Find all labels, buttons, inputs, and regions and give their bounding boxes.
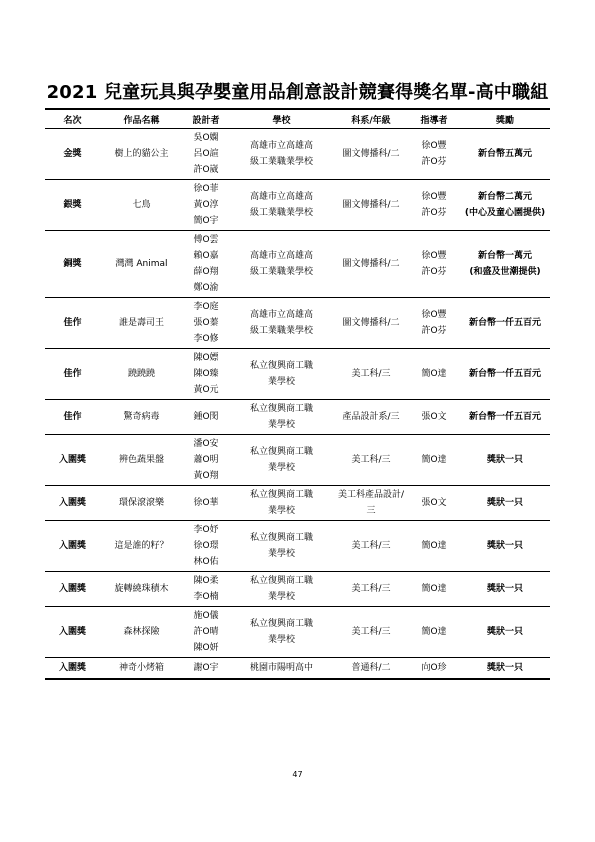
cell-designers bbox=[183, 521, 229, 572]
cell-prize-line: 獎狀一只 bbox=[486, 541, 523, 551]
cell-department bbox=[334, 349, 408, 400]
cell-advisors-line: 徐O豐 bbox=[421, 310, 447, 320]
cell-advisors-line: 許O芬 bbox=[421, 157, 447, 167]
cell-award: 佳作 bbox=[45, 298, 100, 349]
cell-advisors bbox=[408, 572, 460, 607]
cell-designers-line: 呂O諠 bbox=[193, 149, 219, 159]
cell-school-line: 私立復興商工職 bbox=[249, 447, 313, 457]
cell-award: 佳作 bbox=[45, 349, 100, 400]
cell-school-line: 級工業職業學校 bbox=[249, 326, 313, 336]
cell-work-title: 環保滾滾樂 bbox=[100, 486, 183, 521]
cell-prize bbox=[460, 298, 550, 349]
cell-school-line: 高雄市立高雄高 bbox=[249, 310, 313, 320]
table-row bbox=[45, 349, 550, 400]
cell-prize bbox=[460, 486, 550, 521]
cell-department bbox=[334, 572, 408, 607]
cell-advisors-line: 張O文 bbox=[421, 498, 447, 508]
cell-school-line: 業學校 bbox=[267, 635, 295, 645]
cell-advisors-line: 向O珍 bbox=[421, 663, 447, 673]
cell-designers-line: 徐O華 bbox=[193, 498, 219, 508]
cell-designers-line: 徐O璟 bbox=[193, 541, 219, 551]
cell-designers-line: 鄭O渝 bbox=[193, 283, 219, 293]
cell-advisors-line: 徐O豐 bbox=[421, 251, 447, 261]
cell-award: 入圍獎 bbox=[45, 435, 100, 486]
cell-prize-line: 新台幣一仟五百元 bbox=[468, 318, 541, 328]
cell-work-title: 七鳥 bbox=[100, 180, 183, 231]
cell-prize bbox=[460, 435, 550, 486]
cell-work-title: 森林探險 bbox=[100, 607, 183, 658]
cell-award: 入圍獎 bbox=[45, 486, 100, 521]
cell-department-line: 美工科產品設計/ bbox=[337, 490, 405, 500]
cell-prize bbox=[460, 607, 550, 658]
cell-designers bbox=[183, 129, 229, 180]
cell-department-line: 美工科/三 bbox=[351, 455, 391, 465]
cell-designers-line: 賴O嘉 bbox=[193, 251, 219, 261]
cell-prize-line: 獎狀一只 bbox=[486, 584, 523, 594]
cell-work-title: 神奇小烤箱 bbox=[100, 658, 183, 680]
cell-department-line: 普通科/二 bbox=[351, 663, 391, 673]
awards-table bbox=[45, 108, 550, 680]
cell-school bbox=[229, 435, 334, 486]
header-department: 科系/年級 bbox=[334, 109, 408, 129]
table-row bbox=[45, 658, 550, 680]
cell-designers-line: 薛O翔 bbox=[193, 267, 219, 277]
cell-designers-line: 謝O宇 bbox=[193, 663, 219, 673]
cell-advisors-line: 許O芬 bbox=[421, 208, 447, 218]
cell-advisors bbox=[408, 349, 460, 400]
cell-designers-line: 李O妤 bbox=[193, 525, 219, 535]
cell-school bbox=[229, 607, 334, 658]
cell-advisors-line: 簡O達 bbox=[421, 369, 447, 379]
cell-designers-line: 潘O安 bbox=[193, 439, 219, 449]
cell-school-line: 高雄市立高雄高 bbox=[249, 192, 313, 202]
page-number: 47 bbox=[292, 770, 303, 779]
cell-school-line: 高雄市立高雄高 bbox=[249, 251, 313, 261]
cell-designers-line: 黃O淳 bbox=[193, 200, 219, 210]
cell-work-title: 灣灣 Animal bbox=[100, 231, 183, 298]
cell-department bbox=[334, 435, 408, 486]
cell-designers bbox=[183, 349, 229, 400]
cell-designers-line: 陳O柔 bbox=[193, 576, 219, 586]
table-row bbox=[45, 607, 550, 658]
cell-school-line: 私立復興商工職 bbox=[249, 533, 313, 543]
cell-designers bbox=[183, 658, 229, 680]
cell-work-title: 誰是壽司王 bbox=[100, 298, 183, 349]
cell-advisors-line: 許O芬 bbox=[421, 267, 447, 277]
cell-work-title: 驚奇病毒 bbox=[100, 400, 183, 435]
table-header-row bbox=[45, 109, 550, 129]
cell-department-line: 美工科/三 bbox=[351, 541, 391, 551]
cell-advisors-line: 簡O達 bbox=[421, 541, 447, 551]
cell-advisors bbox=[408, 400, 460, 435]
header-rank: 名次 bbox=[45, 109, 100, 129]
cell-department-line: 圖文傳播科/二 bbox=[342, 149, 400, 159]
table-row bbox=[45, 180, 550, 231]
cell-school bbox=[229, 486, 334, 521]
cell-designers bbox=[183, 435, 229, 486]
cell-prize-line: 獎狀一只 bbox=[486, 627, 523, 637]
cell-advisors bbox=[408, 658, 460, 680]
cell-designers-line: 黃O元 bbox=[193, 385, 219, 395]
cell-department bbox=[334, 486, 408, 521]
cell-school-line: 私立復興商工職 bbox=[249, 404, 313, 414]
cell-designers bbox=[183, 298, 229, 349]
cell-work-title: 樹上的貓公主 bbox=[100, 129, 183, 180]
cell-work-title: 蹺蹺蹺 bbox=[100, 349, 183, 400]
cell-department-line: 美工科/三 bbox=[351, 584, 391, 594]
cell-designers-line: 張O蓁 bbox=[193, 318, 219, 328]
cell-department-line: 美工科/三 bbox=[351, 627, 391, 637]
cell-advisors bbox=[408, 180, 460, 231]
cell-department bbox=[334, 521, 408, 572]
cell-designers-line: 林O佑 bbox=[193, 557, 219, 567]
table-row bbox=[45, 572, 550, 607]
cell-advisors-line: 徐O豐 bbox=[421, 141, 447, 151]
table-body bbox=[45, 129, 550, 680]
table-row bbox=[45, 521, 550, 572]
cell-school bbox=[229, 572, 334, 607]
cell-prize bbox=[460, 572, 550, 607]
cell-advisors-line: 簡O達 bbox=[421, 627, 447, 637]
cell-department bbox=[334, 658, 408, 680]
cell-school-line: 私立復興商工職 bbox=[249, 490, 313, 500]
cell-prize bbox=[460, 180, 550, 231]
cell-advisors-line: 張O文 bbox=[421, 412, 447, 422]
cell-advisors bbox=[408, 607, 460, 658]
cell-department bbox=[334, 607, 408, 658]
cell-department bbox=[334, 298, 408, 349]
cell-designers-line: 蕭O明 bbox=[193, 455, 219, 465]
header-advisor: 指導者 bbox=[408, 109, 460, 129]
cell-award: 佳作 bbox=[45, 400, 100, 435]
cell-prize-line: 獎狀一只 bbox=[486, 498, 523, 508]
cell-department bbox=[334, 129, 408, 180]
cell-advisors bbox=[408, 298, 460, 349]
cell-designers bbox=[183, 400, 229, 435]
cell-work-title: 辨色蔬果盤 bbox=[100, 435, 183, 486]
cell-school-line: 桃園市陽明高中 bbox=[249, 663, 313, 673]
cell-department-line: 圖文傳播科/二 bbox=[342, 200, 400, 210]
cell-award: 入圍獎 bbox=[45, 521, 100, 572]
cell-advisors-line: 簡O達 bbox=[421, 455, 447, 465]
cell-designers-line: 黃O翔 bbox=[193, 471, 219, 481]
cell-school-line: 級工業職業學校 bbox=[249, 208, 313, 218]
table-row bbox=[45, 486, 550, 521]
cell-award: 銀獎 bbox=[45, 180, 100, 231]
table-row bbox=[45, 231, 550, 298]
cell-prize-line: 新台幣五萬元 bbox=[477, 149, 532, 159]
cell-advisors bbox=[408, 129, 460, 180]
cell-designers-line: 李O修 bbox=[193, 334, 219, 344]
table-row bbox=[45, 298, 550, 349]
cell-designers-line: 鍾O閔 bbox=[193, 412, 219, 422]
cell-advisors-line: 徐O豐 bbox=[421, 192, 447, 202]
cell-award: 入圍獎 bbox=[45, 607, 100, 658]
cell-school bbox=[229, 231, 334, 298]
cell-department-line: 美工科/三 bbox=[351, 369, 391, 379]
cell-award: 銅獎 bbox=[45, 231, 100, 298]
cell-department bbox=[334, 400, 408, 435]
cell-designers-line: 簡O宇 bbox=[193, 216, 219, 226]
cell-prize bbox=[460, 400, 550, 435]
cell-department bbox=[334, 180, 408, 231]
cell-award: 入圍獎 bbox=[45, 572, 100, 607]
cell-school-line: 私立復興商工職 bbox=[249, 576, 313, 586]
header-school: 學校 bbox=[229, 109, 334, 129]
cell-designers-line: 陳O臻 bbox=[193, 369, 219, 379]
cell-department bbox=[334, 231, 408, 298]
cell-department-line: 三 bbox=[366, 506, 376, 516]
cell-department-line: 圖文傳播科/二 bbox=[342, 259, 400, 269]
cell-prize-line: 新台幣一仟五百元 bbox=[468, 412, 541, 422]
cell-designers-line: 吳O嫻 bbox=[193, 133, 219, 143]
cell-prize-line: (和盛及世潮提供) bbox=[469, 267, 541, 277]
cell-school bbox=[229, 658, 334, 680]
header-prize: 獎勵 bbox=[460, 109, 550, 129]
cell-school-line: 業學校 bbox=[267, 463, 295, 473]
cell-department-line: 圖文傳播科/二 bbox=[342, 318, 400, 328]
cell-designers bbox=[183, 572, 229, 607]
cell-school bbox=[229, 180, 334, 231]
cell-prize bbox=[460, 658, 550, 680]
cell-school-line: 業學校 bbox=[267, 506, 295, 516]
cell-designers bbox=[183, 486, 229, 521]
cell-designers-line: 徐O菲 bbox=[193, 184, 219, 194]
cell-school-line: 業學校 bbox=[267, 549, 295, 559]
cell-advisors-line: 許O芬 bbox=[421, 326, 447, 336]
cell-designers-line: 陳O嫖 bbox=[193, 353, 219, 363]
cell-school bbox=[229, 298, 334, 349]
cell-school-line: 私立復興商工職 bbox=[249, 619, 313, 629]
cell-advisors-line: 簡O達 bbox=[421, 584, 447, 594]
cell-prize-line: 新台幣一萬元 bbox=[477, 251, 532, 261]
cell-designers-line: 傅O雲 bbox=[193, 235, 219, 245]
cell-school-line: 業學校 bbox=[267, 420, 295, 430]
header-work-title: 作品名稱 bbox=[100, 109, 183, 129]
cell-designers-line: 李O楠 bbox=[193, 592, 219, 602]
cell-school bbox=[229, 521, 334, 572]
cell-work-title: 旋轉繞珠積木 bbox=[100, 572, 183, 607]
cell-advisors bbox=[408, 486, 460, 521]
cell-designers-line: 施O儀 bbox=[193, 611, 219, 621]
table-row bbox=[45, 435, 550, 486]
cell-advisors bbox=[408, 521, 460, 572]
cell-award: 入圍獎 bbox=[45, 658, 100, 680]
cell-designers-line: 陳O妍 bbox=[193, 643, 219, 653]
cell-school-line: 高雄市立高雄高 bbox=[249, 141, 313, 151]
cell-award: 金獎 bbox=[45, 129, 100, 180]
cell-prize-line: 新台幣一仟五百元 bbox=[468, 369, 541, 379]
cell-prize-line: 獎狀一只 bbox=[486, 455, 523, 465]
cell-prize-line: 獎狀一只 bbox=[486, 663, 523, 673]
page-title: 2021 兒童玩具與孕嬰童用品創意設計競賽得獎名單-高中職組 bbox=[46, 82, 549, 103]
header-designer: 設計者 bbox=[183, 109, 229, 129]
cell-designers-line: 許O崴 bbox=[193, 165, 219, 175]
cell-school-line: 私立復興商工職 bbox=[249, 361, 313, 371]
cell-school-line: 級工業職業學校 bbox=[249, 267, 313, 277]
cell-work-title: 這是誰的籽？ bbox=[100, 521, 183, 572]
cell-school bbox=[229, 129, 334, 180]
cell-designers-line: 許O晴 bbox=[193, 627, 219, 637]
cell-designers bbox=[183, 180, 229, 231]
cell-designers bbox=[183, 231, 229, 298]
cell-school bbox=[229, 400, 334, 435]
cell-designers-line: 李O庭 bbox=[193, 302, 219, 312]
cell-school-line: 業學校 bbox=[267, 377, 295, 387]
cell-department-line: 產品設計系/三 bbox=[342, 412, 400, 422]
cell-prize-line: (中心及童心園提供) bbox=[464, 208, 546, 218]
cell-advisors bbox=[408, 231, 460, 298]
table-row bbox=[45, 129, 550, 180]
cell-advisors bbox=[408, 435, 460, 486]
cell-prize bbox=[460, 521, 550, 572]
cell-prize bbox=[460, 349, 550, 400]
table-row bbox=[45, 400, 550, 435]
cell-designers bbox=[183, 607, 229, 658]
cell-prize-line: 新台幣二萬元 bbox=[477, 192, 532, 202]
cell-school-line: 業學校 bbox=[267, 592, 295, 602]
cell-prize bbox=[460, 129, 550, 180]
cell-prize bbox=[460, 231, 550, 298]
cell-school bbox=[229, 349, 334, 400]
cell-school-line: 級工業職業學校 bbox=[249, 157, 313, 167]
